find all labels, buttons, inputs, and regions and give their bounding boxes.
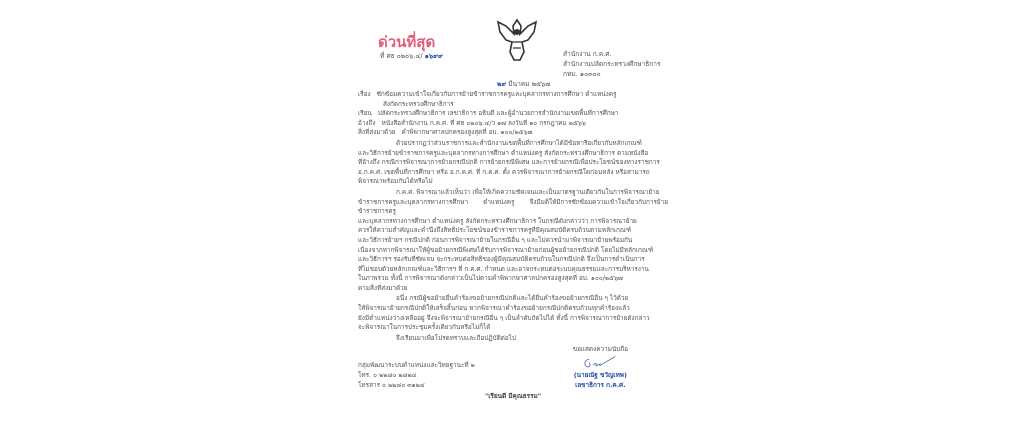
para-line: ให้พิจารณาย้ายกรณีปกติให้เสร็จสิ้นก่อน หากพิจารณาคำร้องขอย้ายกรณีปกติครบถ้วนทุกคำร้องแล้ว <box>358 304 630 313</box>
para-line: อนึ่ง กรณีผู้ขอย้ายยื่นคำร้องขอย้ายกรณีปกติและได้ยื่นคำร้องขอย้ายกรณีอื่น ๆ ไว้ด้วย <box>396 294 629 303</box>
para-line: ที่อ้างถึง กรณีการพิจารณาการย้ายกรณีปกติ การย้ายกรณีพิเศษ และการย้ายกรณีเพื่อประโยชน์ของทางราชการ <box>358 158 660 167</box>
para-line: ในภาพรวม ทั้งนี้ การพิจารณาดังกล่าวเป็นไปตามคำพิพากษาศาลปกครองสูงสุดที่ อบ. ๑๐๐/๒๕๖๗ <box>358 274 623 283</box>
encl-text: คำพิพากษาศาลปกครองสูงสุดที่ อบ. ๑๐๐/๒๕๖๗ <box>401 128 533 137</box>
signatory-name: (นายณัฐ ชวัญเทพ) <box>573 371 627 380</box>
regards: ขอแสดงความนับถือ <box>572 345 628 354</box>
subject-label: เรื่อง <box>358 90 371 98</box>
sender-postcode: กทม. ๑๐๓๐๐ <box>563 70 601 78</box>
reference-line <box>358 119 668 129</box>
signature-and-footer <box>358 345 668 390</box>
garuda-emblem-icon <box>494 16 540 62</box>
to-label: เรียน <box>358 109 372 118</box>
closing-line: จึงเรียนมาเพื่อโปรดทราบและถือปฏิบัติต่อไป <box>396 333 516 342</box>
para-line: ด้วยปรากฏว่าส่วนราชการและสำนักงานเขตพื้นที่การศึกษาได้มีข้อหารือเกี่ยวกับหลักเกณฑ์ <box>396 138 642 147</box>
body-paragraph-3 <box>358 294 668 332</box>
para-line: ที่ไม่ชอบด้วยหลักเกณฑ์และวิธีการฯ ที่ ก.ค.ศ. กำหนด และอาจกระทบต่อระบบคุณธรรมและการบริหารงาน <box>358 264 649 273</box>
handwritten-signature-icon <box>575 355 625 371</box>
para-line: และบุคลากรทางการศึกษา ตำแหน่งครู สังกัดกระทรวงศึกษาธิการ ในกรณีดังกล่าวว่า การพิจารณาย้าย <box>358 216 637 225</box>
date-month-year: มีนาคม ๒๕๖๗ <box>508 80 551 88</box>
para-line: เนื่องจากหากพิจารณาให้ผู้ขอย้ายกรณีพิเศษได้รับการพิจารณาย้ายก่อนผู้ขอย้ายกรณีปกติ โดยไม่มีหลักเกณฑ์ <box>358 245 654 254</box>
body-paragraph-1 <box>358 139 668 187</box>
signatory-position: เลขาธิการ ก.ค.ศ. <box>575 380 626 389</box>
footer-fax: โทรสาร ๐ ๒๒๘๐ ๓๑๒๔ <box>358 380 425 389</box>
document-number-handwritten: ๑๖๙๙ <box>424 52 443 60</box>
para-line: ยังมีตำแหน่งว่างเหลืออยู่ จึงจะพิจารณาย้ายกรณีอื่น ๆ เป็นลำดับถัดไปได้ ทั้งนี้ การพิจารณาการย้ายดังกล่าว <box>358 313 650 322</box>
para-line: อ.ก.ค.ศ. เขตพื้นที่การศึกษา หรือ อ.ก.ค.ศ. ที่ ก.ค.ศ. ตั้ง ควรพิจารณาการย้ายกรณีใดก่อนหลัง หรือสามารถ <box>358 167 650 176</box>
ref-label: อ้างถึง <box>358 118 376 127</box>
para-line: ก.ค.ศ. พิจารณาแล้วเห็นว่า เพื่อให้เกิดความชัดเจนและเป็นมาตรฐานเดียวกันในการพิจารณาย้าย <box>396 187 660 196</box>
para-line: และวิธีการย้ายข้าราชการครูและบุคลากรทางการศึกษา ตำแหน่งครู สังกัดกระทรวงศึกษาธิการ ตามหนังสือ <box>358 148 649 157</box>
date-day: ๒๙ <box>497 80 507 88</box>
to-text: ปลัดกระทรวงศึกษาธิการ เลขาธิการ อธิบดี และผู้อำนวยการสำนักงานเขตพื้นที่การศึกษา <box>377 109 619 118</box>
letter-body <box>358 90 668 402</box>
subject-text-cont: สังกัดกระทรวงศึกษาธิการ <box>383 99 454 108</box>
para-line: และวิธีการย้ายฯ กรณีปกติ ก่อนการพิจารณาย้ายในกรณีอื่น ๆ และไม่ควรนำมาพิจารณาย้ายพร้อมกัน <box>358 235 633 244</box>
para-line: จะพิจารณาในการประชุมครั้งเดียวกันหรือไม่ก็ได้ <box>358 323 491 332</box>
document-number-prefix: ที่ ศธ ๐๒๐๖.๔/ <box>380 52 423 60</box>
sender-office: สำนักงาน ก.ค.ศ. <box>563 50 612 58</box>
footer-contact <box>358 361 475 390</box>
motto: "เรียนดี มีคุณธรรม" <box>484 392 542 401</box>
para-line: และวิธีการฯ รองรับที่ชัดเจน จะกระทบต่อสิทธิของผู้มีคุณสมบัติครบถ้วนในกรณีปกติ จึงเป็นการดำเนินการ <box>358 255 645 264</box>
encl-label: สิ่งที่ส่งมาด้วย <box>358 128 396 137</box>
para-line: พิจารณาพร้อมกันได้หรือไม่ <box>358 177 433 186</box>
para-line: ควรให้ความสำคัญและคำนึงถึงสิทธิประโยชน์ของข้าราชการครูที่มีคุณสมบัติครบถ้วนตามหลักเกณฑ์ <box>358 226 632 235</box>
footer-office: กลุ่มพัฒนาระบบตำแหน่งและวิทยฐานะที่ ๒ <box>358 361 475 370</box>
letter-date <box>497 80 550 89</box>
subject-text: ซักซ้อมความเข้าใจเกี่ยวกับการย้ายข้าราชการครูและบุคลากรทางการศึกษา ตำแหน่งครู <box>376 90 617 98</box>
ref-text: หนังสือสำนักงาน ก.ค.ศ. ที่ ศธ ๐๒๐๖.๔/ว ๑๗ ลงวันที่ ๑๐ กรกฎาคม ๒๕๖๖ <box>381 118 586 127</box>
body-paragraph-2 <box>358 188 668 294</box>
document-number <box>380 52 443 61</box>
urgency-stamp: ด่วนที่สุด <box>378 33 436 51</box>
para-line: ข้าราชการครูและบุคลากรทางการศึกษา ตำแหน่งครู จึงมีมติให้มีการซักซ้อมความเข้าใจเกี่ยวกับการย้ายข้าราชการครู <box>358 197 668 216</box>
subject-line <box>358 90 668 100</box>
footer-tel: โทร. ๐ ๒๒๘๐ ๒๘๒๔ <box>358 371 417 380</box>
enclosure-line <box>358 128 668 138</box>
recipient-line <box>358 109 668 119</box>
official-letter <box>318 0 708 433</box>
signature-block <box>573 345 628 390</box>
para-line: ตามสิ่งที่ส่งมาด้วย <box>358 283 408 292</box>
sender-department: สำนักงานปลัดกระทรวงศึกษาธิการ <box>563 60 661 68</box>
